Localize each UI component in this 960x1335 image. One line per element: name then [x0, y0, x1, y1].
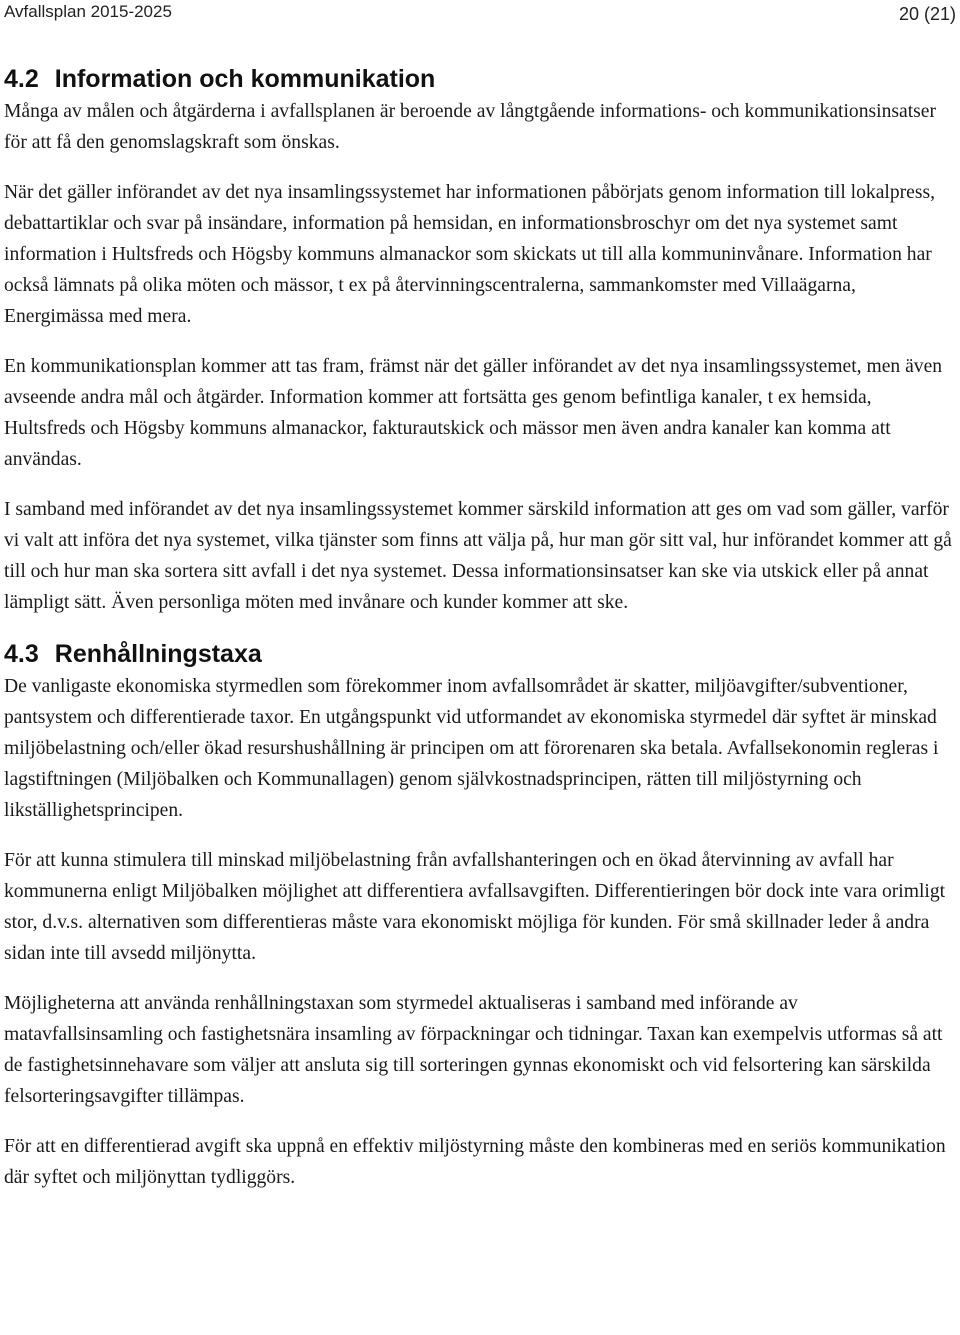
section-title: Information och kommunikation: [54, 65, 436, 93]
section-renhallningstaxa: [4, 637, 954, 1193]
page-content: [4, 62, 954, 1212]
page-number: 20 (21): [898, 4, 956, 24]
paragraph: För att kunna stimulera till minskad miljöbelastning från avfallshanteringen och en ökad återvinning av avfall har kommunerna enligt Miljöbalken möjlighet att differentiera avfallsavgiften. Differentieringen bör dock inte vara orimligt stor, d.v.s. alternativen som differentieras måste vara ekonomiskt möjliga för kunden. För små skillnader leder å andra sidan inte till avsedd miljönytta.: [4, 850, 946, 964]
section-heading: [4, 62, 954, 96]
section-information-kommunikation: [4, 62, 954, 618]
paragraph: Möjligheterna att använda renhållningstaxan som styrmedel aktualiseras i samband med införande av matavfallsinsamling och fastighetsnära insamling av förpackningar och tidningar. Taxan kan exempelvis utformas så att de fastighetsinnehavare som väljer att ansluta sig till sorteringen gynnas ekonomiskt och vid felsortering kan särskilda felsorteringsavgifter tillämpas.: [4, 993, 943, 1107]
paragraph: När det gäller införandet av det nya insamlingssystemet har informationen påbörjats genom information till lokalpress, debattartiklar och svar på insändare, information på hemsidan, en informationsbroschyr om det nya systemet samt information i Hultsfreds och Högsby kommuns almanackor som skickats ut till alla kommuninvånare. Information har också lämnats på olika möten och mässor, t ex på återvinningscentralerna, sammankomster med Villaägarna, Energimässa med mera.: [4, 182, 935, 327]
paragraph: Många av målen och åtgärderna i avfallsplanen är beroende av långtgående informations- och kommunikationsinsatser för att få den genomslagskraft som önskas.: [4, 101, 937, 153]
section-heading: [4, 637, 954, 671]
paragraph: För att en differentierad avgift ska uppnå en effektiv miljöstyrning måste den kombineras med en seriös kommunikation där syftet och miljönyttan tydliggörs.: [4, 1136, 946, 1188]
paragraph: De vanligaste ekonomiska styrmedlen som förekommer inom avfallsområdet är skatter, miljöavgifter/subventioner, pantsystem och differentierade taxor. En utgångspunkt vid utformandet av ekonomiska styrmedel där syftet är minskad miljöbelastning och/eller ökad resurshushållning är principen om att förorenaren ska betala. Avfallsekonomin regleras i lagstiftningen (Miljöbalken och Kommunallagen) genom självkostnadsprincipen, rätten till miljöstyrning och likställighetsprincipen.: [4, 676, 939, 821]
section-title: Renhållningstaxa: [54, 640, 262, 668]
section-number: 4.3: [4, 640, 39, 668]
document-title: Avfallsplan 2015-2025: [4, 2, 172, 21]
paragraph: En kommunikationsplan kommer att tas fram, främst när det gäller införandet av det nya insamlingssystemet, men även avseende andra mål och åtgärder. Information kommer att fortsätta ges genom befintliga kanaler, t ex hemsida, Hultsfreds och Högsby kommuns almanackor, fakturautskick och mässor men även andra kanaler kan komma att användas.: [4, 356, 943, 470]
page-header: [0, 0, 960, 30]
paragraph: I samband med införandet av det nya insamlingssystemet kommer särskild information att ges om vad som gäller, varför vi valt att införa det nya systemet, vilka tjänster som finns att välja på, hur man gör sitt val, hur införandet kommer att gå till och hur man ska sortera sitt avfall i det nya systemet. Dessa informationsinsatser kan ske via utskick eller på annat lämpligt sätt. Även personliga möten med invånare och kunder kommer att ske.: [4, 499, 952, 613]
section-number: 4.2: [4, 65, 39, 93]
